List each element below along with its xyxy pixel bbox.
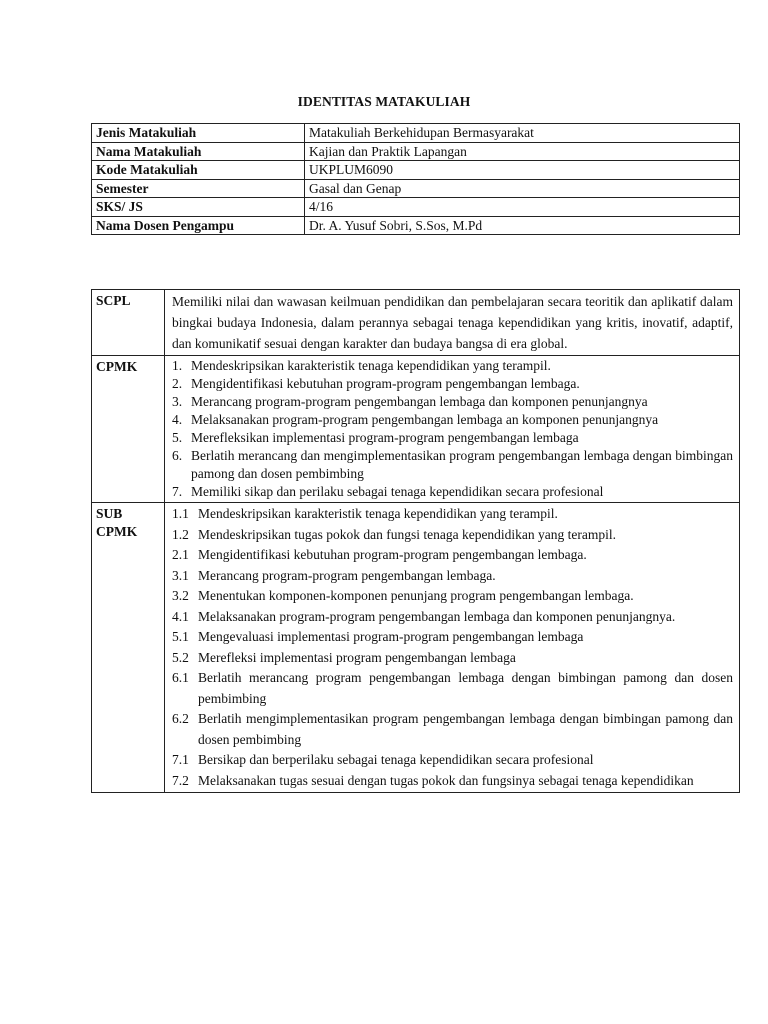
cpmk-item-number: 5. — [172, 430, 183, 445]
cpmk-list — [165, 356, 740, 503]
identity-row — [92, 179, 740, 198]
sub-cpmk-item-number: 7.1 — [172, 752, 189, 767]
sub-cpmk-item-number: 6.2 — [172, 711, 189, 726]
sub-cpmk-item — [172, 545, 733, 566]
identity-key: Jenis Matakuliah — [92, 124, 305, 143]
scpl-label: SCPL — [92, 290, 165, 356]
sub-cpmk-item-text: Melaksanakan program-program pengembangan lembaga dan komponen penunjangnya. — [198, 608, 676, 624]
sub-cpmk-item-text: Bersikap dan berperilaku sebagai tenaga kependidikan secara profesional — [198, 752, 594, 767]
sub-cpmk-item-number: 4.1 — [172, 608, 189, 624]
cpmk-item-number: 4. — [172, 412, 183, 427]
sub-cpmk-item — [172, 566, 733, 587]
cpmk-item — [172, 357, 733, 375]
cpmk-item — [172, 411, 733, 429]
sub-cpmk-item-number: 5.2 — [172, 649, 189, 665]
identity-key: Nama Dosen Pengampu — [92, 216, 305, 235]
sub-cpmk-item — [172, 668, 733, 709]
sub-cpmk-item-number: 3.1 — [172, 567, 189, 583]
sub-cpmk-item — [172, 648, 733, 669]
sub-cpmk-item-number: 3.2 — [172, 588, 189, 603]
identity-table — [91, 123, 740, 235]
cpmk-item-text: Mengidentifikasi kebutuhan program-program pengembangan lembaga. — [191, 376, 580, 391]
sub-cpmk-list — [165, 503, 740, 793]
cpmk-label: CPMK — [92, 356, 165, 503]
sub-cpmk-item — [172, 750, 733, 771]
cpmk-item-number: 7. — [172, 484, 183, 499]
cpmk-item-text: Mendeskripsikan karakteristik tenaga kependidikan yang terampil. — [191, 358, 551, 373]
sub-cpmk-item-text: Mendeskripsikan tugas pokok dan fungsi tenaga kependidikan yang terampil. — [198, 526, 617, 542]
sub-cpmk-item-number: 6.1 — [172, 670, 189, 685]
document-title: IDENTITAS MATAKULIAH — [297, 94, 471, 109]
identity-key: Nama Matakuliah — [92, 142, 305, 161]
identity-row — [92, 124, 740, 143]
learning-outcomes-table — [91, 289, 740, 793]
identity-value: Matakuliah Berkehidupan Bermasyarakat — [305, 124, 740, 143]
identity-key: SKS/ JS — [92, 198, 305, 217]
identity-row — [92, 161, 740, 180]
cpmk-item-text: Merancang program-program pengembangan lembaga dan komponen penunjangnya — [191, 394, 648, 409]
cpmk-item-number: 2. — [172, 376, 183, 391]
sub-cpmk-item — [172, 586, 733, 607]
cpmk-item — [172, 447, 733, 483]
sub-cpmk-label-line2: CPMK — [96, 524, 138, 539]
identity-row — [92, 142, 740, 161]
identity-row — [92, 198, 740, 217]
identity-value: Kajian dan Praktik Lapangan — [305, 142, 740, 161]
cpmk-item — [172, 393, 733, 411]
cpmk-item-text: Berlatih merancang dan mengimplementasikan program pengembangan lembaga dengan bimbingan pamong dan dosen pembimbing — [191, 448, 733, 481]
identity-value: 4/16 — [305, 198, 740, 217]
sub-cpmk-item-number: 5.1 — [172, 629, 189, 644]
cpmk-item-number: 3. — [172, 394, 183, 409]
cpmk-item — [172, 429, 733, 447]
cpmk-item-text: Memiliki sikap dan perilaku sebagai tenaga kependidikan secara profesional — [191, 484, 604, 499]
cpmk-item — [172, 483, 733, 501]
sub-cpmk-label-line1: SUB — [96, 506, 123, 521]
sub-cpmk-label — [92, 503, 165, 793]
identity-key: Semester — [92, 179, 305, 198]
identity-key: Kode Matakuliah — [92, 161, 305, 180]
cpmk-item-number: 6. — [172, 448, 183, 463]
sub-cpmk-item-text: Merefleksi implementasi program pengembangan lembaga — [198, 649, 516, 665]
sub-cpmk-item-text: Merancang program-program pengembangan lembaga. — [198, 567, 496, 583]
sub-cpmk-item — [172, 627, 733, 648]
scpl-text: Memiliki nilai dan wawasan keilmuan pendidikan dan pembelajaran secara teoritik dan aplikatif dalam bingkai budaya Indonesia, dalam perannya sebagai tenaga kependidikan yang kritis, inovatif, adaptif, dan komunikatif sesuai dengan karakter dan budaya bangsa di era global. — [172, 294, 733, 351]
sub-cpmk-item-text: Mengidentifikasi kebutuhan program-program pengembangan lembaga. — [198, 547, 587, 562]
sub-cpmk-item — [172, 771, 733, 792]
sub-cpmk-item-number: 7.2 — [172, 772, 189, 788]
sub-cpmk-item — [172, 607, 733, 628]
sub-cpmk-item-text: Melaksanakan tugas sesuai dengan tugas pokok dan fungsinya sebagai tenaga kependidikan — [198, 772, 694, 788]
sub-cpmk-item-number: 1.1 — [172, 506, 189, 521]
sub-cpmk-item-number: 1.2 — [172, 526, 189, 542]
sub-cpmk-item-text: Berlatih merancang program pengembangan lembaga dengan bimbingan pamong dan dosen pembimbing — [198, 670, 733, 706]
identity-value: UKPLUM6090 — [305, 161, 740, 180]
scpl-content — [165, 290, 740, 356]
scpl-row — [92, 290, 740, 356]
cpmk-item-text: Merefleksikan implementasi program-program pengembangan lembaga — [191, 430, 579, 445]
sub-cpmk-item-text: Menentukan komponen-komponen penunjang program pengembangan lembaga. — [198, 588, 634, 603]
identity-row — [92, 216, 740, 235]
identity-value: Gasal dan Genap — [305, 179, 740, 198]
cpmk-item-number: 1. — [172, 358, 183, 373]
cpmk-item-text: Melaksanakan program-program pengembangan lembaga an komponen penunjangnya — [191, 412, 659, 427]
cpmk-row — [92, 356, 740, 503]
identity-value: Dr. A. Yusuf Sobri, S.Sos, M.Pd — [305, 216, 740, 235]
sub-cpmk-item-text: Mendeskripsikan karakteristik tenaga kependidikan yang terampil. — [198, 506, 558, 521]
sub-cpmk-item — [172, 525, 733, 546]
sub-cpmk-item — [172, 504, 733, 525]
sub-cpmk-item-number: 2.1 — [172, 547, 189, 562]
sub-cpmk-item-text: Berlatih mengimplementasikan program pengembangan lembaga dengan bimbingan pamong dan dosen pembimbing — [198, 711, 733, 747]
cpmk-item — [172, 375, 733, 393]
sub-cpmk-item — [172, 709, 733, 750]
sub-cpmk-item-text: Mengevaluasi implementasi program-program pengembangan lembaga — [198, 629, 584, 644]
sub-cpmk-row — [92, 503, 740, 793]
